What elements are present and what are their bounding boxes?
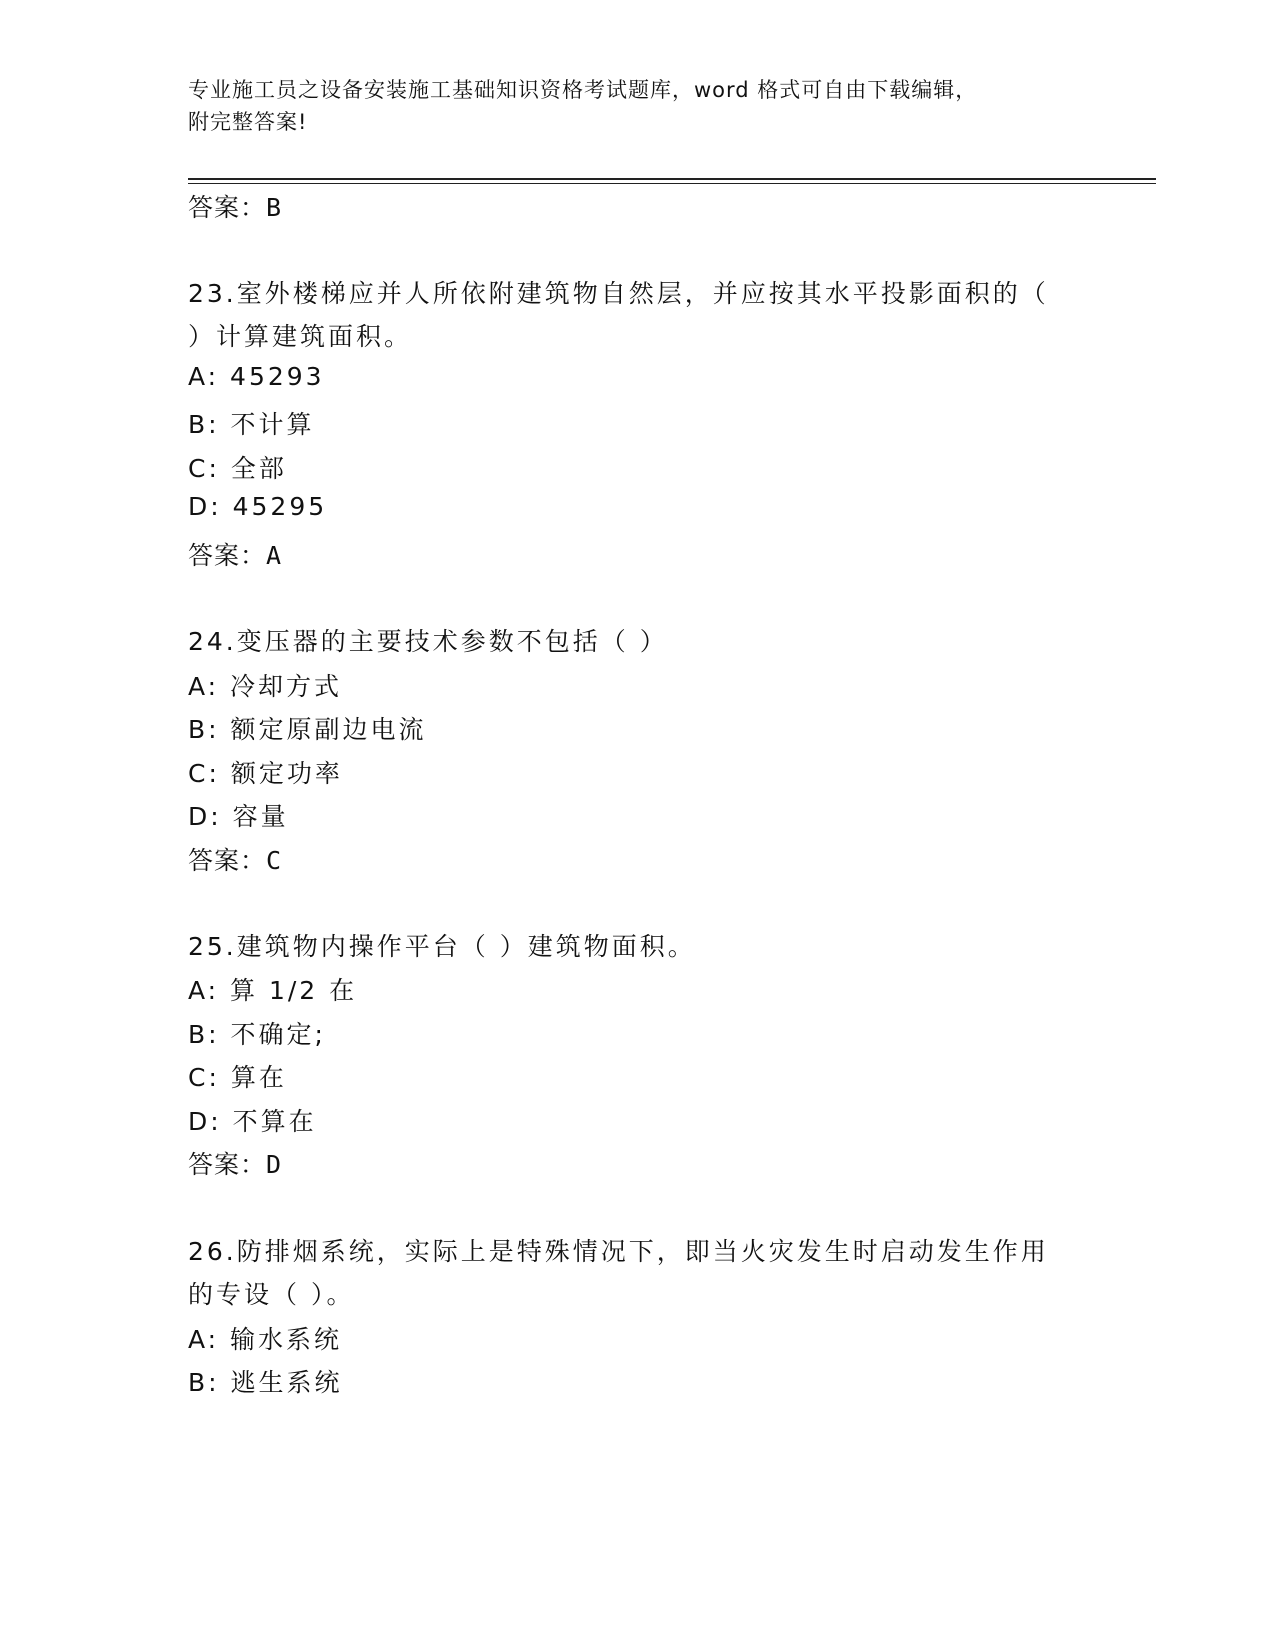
question-25-option-c: C: 算在 [188, 1063, 287, 1092]
question-23-option-b: B: 不计算 [188, 410, 315, 439]
header-divider-thin [188, 183, 1156, 184]
question-24-option-b: B: 额定原副边电流 [188, 715, 427, 744]
header-line-1: 专业施工员之设备安装施工基础知识资格考试题库，word 格式可自由下载编辑， [188, 78, 978, 102]
question-23-option-c: C: 全部 [188, 454, 287, 483]
question-24-stem-line-1: 24.变压器的主要技术参数不包括（ ） [188, 627, 668, 656]
question-24-answer [188, 841, 282, 877]
answer-value: B [266, 193, 283, 222]
question-23-answer [188, 536, 282, 572]
question-26-option-a: A: 输水系统 [188, 1325, 343, 1354]
question-25-option-b: B: 不确定; [188, 1020, 326, 1049]
question-23-stem-line-1: 23.室外楼梯应并人所依附建筑物自然层，并应按其水平投影面积的（ [188, 279, 1049, 308]
question-23-option-a: A: 45293 [188, 362, 325, 391]
answer-value: D [266, 1150, 283, 1179]
question-25-answer [188, 1145, 282, 1181]
header-divider-thick [188, 178, 1156, 180]
header-line-2: 附完整答案! [188, 110, 308, 134]
answer-value: C [266, 846, 283, 875]
question-24-option-c: C: 额定功率 [188, 759, 343, 788]
document-header [188, 74, 1078, 138]
question-25-option-a: A: 算 1/2 在 [188, 976, 358, 1005]
answer-label: 答案： [188, 1150, 267, 1179]
answer-label: 答案： [188, 541, 267, 570]
question-26-option-b: B: 逃生系统 [188, 1368, 343, 1397]
question-23-option-d: D: 45295 [188, 492, 328, 521]
question-26-stem-line-1: 26.防排烟系统，实际上是特殊情况下，即当火灾发生时启动发生作用 [188, 1237, 1049, 1266]
question-23-stem-line-2: ）计算建筑面积。 [188, 322, 413, 351]
question-26-stem-line-2: 的专设（ ）。 [188, 1280, 355, 1309]
answer-label: 答案： [188, 193, 267, 222]
question-25-option-d: D: 不算在 [188, 1107, 317, 1136]
question-24-option-d: D: 容量 [188, 802, 289, 831]
question-24-option-a: A: 冷却方式 [188, 672, 343, 701]
answer-label: 答案： [188, 846, 267, 875]
answer-prev [188, 188, 282, 224]
question-25-stem-line-1: 25.建筑物内操作平台（ ）建筑物面积。 [188, 932, 696, 961]
answer-value: A [266, 541, 283, 570]
